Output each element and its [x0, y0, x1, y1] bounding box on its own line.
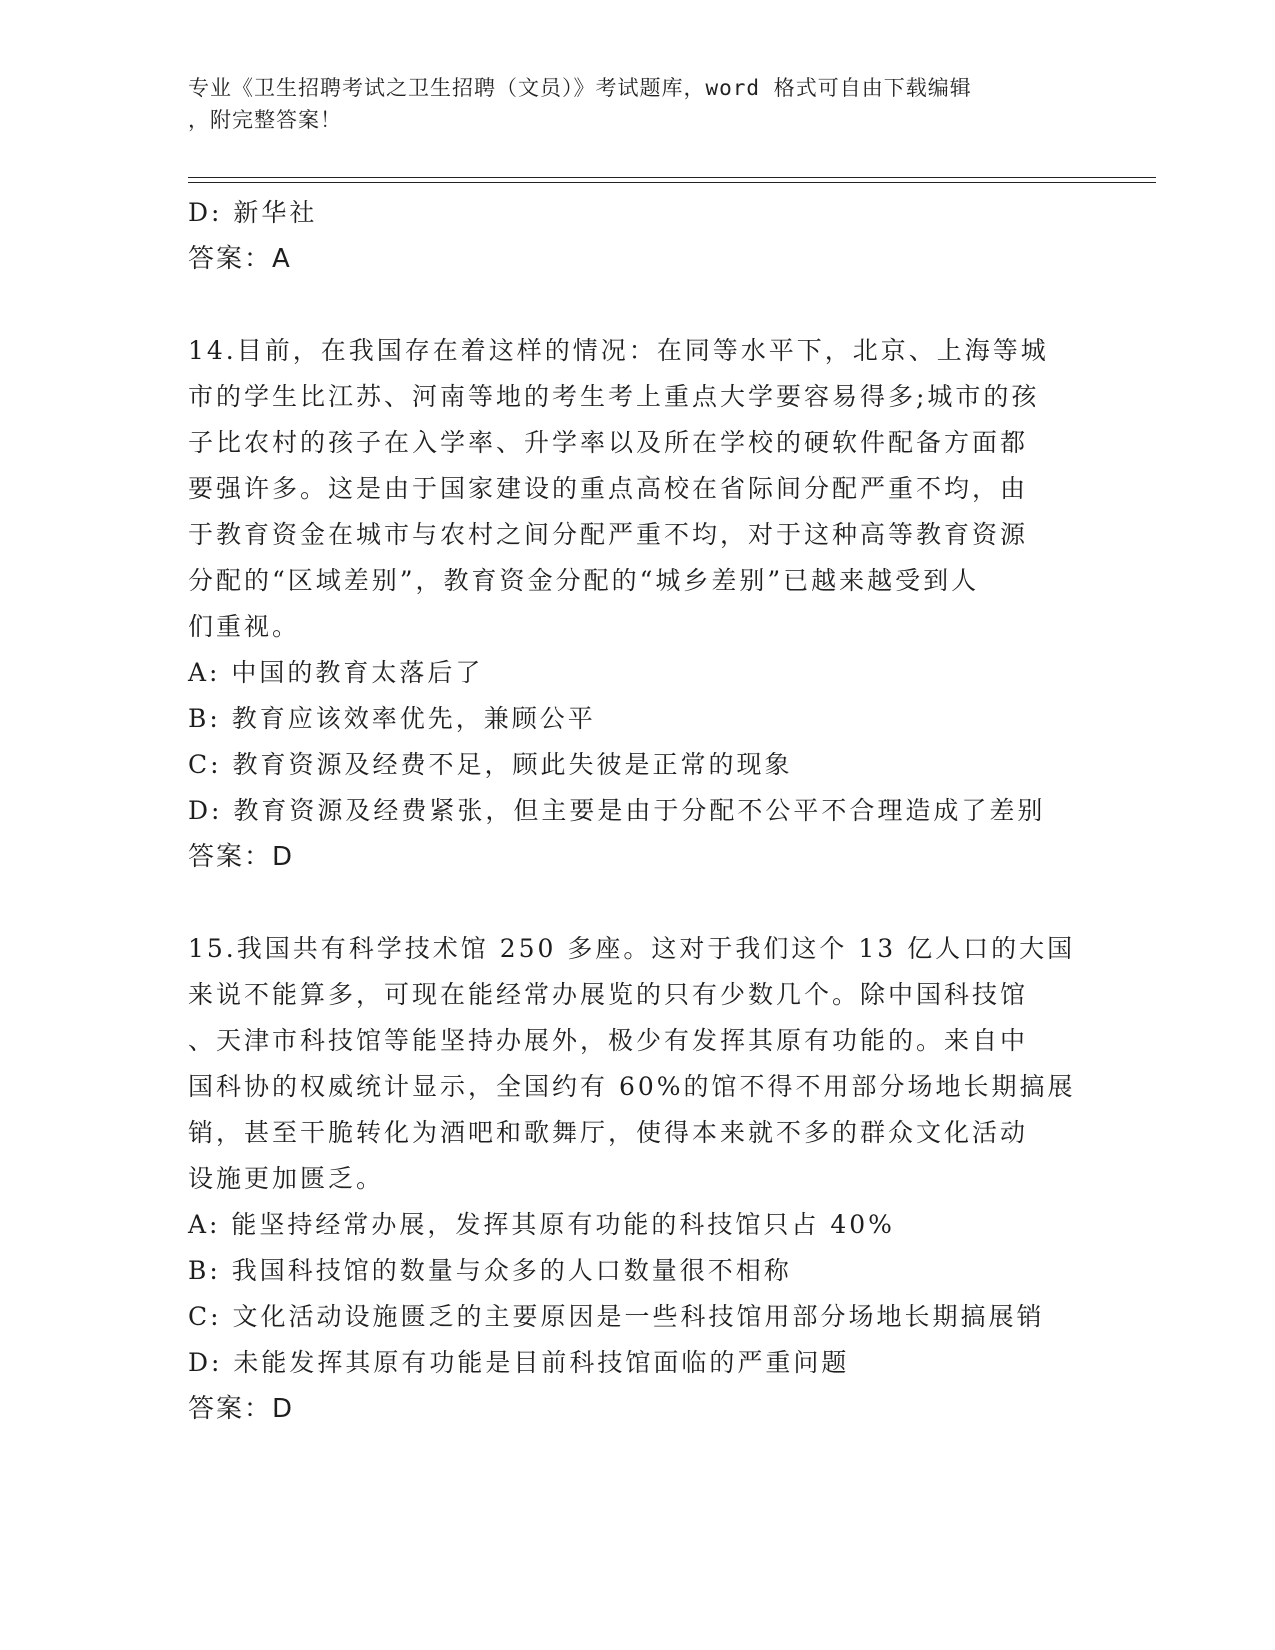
page-content — [188, 190, 1118, 1432]
page-header — [188, 72, 1088, 136]
stem-line: 、天津市科技馆等能坚持办展外，极少有发挥其原有功能的。来自中 — [188, 1026, 1029, 1055]
option-list — [188, 650, 1118, 834]
question-15 — [188, 926, 1118, 1432]
stem-line: 14.目前，在我国存在着这样的情况：在同等水平下，北京、上海等城 — [188, 336, 1049, 365]
stem-line: 子比农村的孩子在入学率、升学率以及所在学校的硬软件配备方面都 — [188, 428, 1029, 457]
answer-line: 答案：D — [188, 842, 295, 872]
stem-line: 设施更加匮乏。 — [188, 1164, 385, 1193]
option-c: C: 文化活动设施匮乏的主要原因是一些科技馆用部分场地长期搞展销 — [188, 1302, 1045, 1331]
spacer — [188, 880, 1118, 926]
option-d: D: 未能发挥其原有功能是目前科技馆面临的严重问题 — [188, 1348, 850, 1377]
answer-line: 答案：A — [188, 244, 292, 274]
option-b: B: 我国科技馆的数量与众多的人口数量很不相称 — [188, 1256, 792, 1285]
header-rule-top — [188, 177, 1156, 178]
stem-line: 分配的“区域差别”，教育资金分配的“城乡差别”已越来越受到人 — [188, 566, 980, 595]
option-list — [188, 1202, 1118, 1386]
spacer — [188, 282, 1118, 328]
header-line-2: ，附完整答案！ — [188, 108, 342, 132]
option-a: A: 中国的教育太落后了 — [188, 658, 484, 687]
prev-question-tail — [188, 190, 1118, 282]
stem-line: 销，甚至干脆转化为酒吧和歌舞厅，使得本来就不多的群众文化活动 — [188, 1118, 1029, 1147]
question-stem — [188, 926, 1118, 1202]
stem-line: 市的学生比江苏、河南等地的考生考上重点大学要容易得多;城市的孩 — [188, 382, 1040, 411]
stem-line: 于教育资金在城市与农村之间分配严重不均，对于这种高等教育资源 — [188, 520, 1029, 549]
header-line-1: 专业《卫生招聘考试之卫生招聘（文员）》考试题库，word 格式可自由下载编辑 — [188, 76, 972, 100]
stem-line: 来说不能算多，可现在能经常办展览的只有少数几个。除中国科技馆 — [188, 980, 1029, 1009]
stem-line: 们重视。 — [188, 612, 301, 641]
question-14 — [188, 328, 1118, 880]
stem-line: 国科协的权威统计显示，全国约有 60%的馆不得不用部分场地长期搞展 — [188, 1072, 1076, 1101]
option-d: D: 新华社 — [188, 198, 318, 227]
stem-line: 要强许多。这是由于国家建设的重点高校在省际间分配严重不均，由 — [188, 474, 1029, 503]
option-a: A: 能坚持经常办展，发挥其原有功能的科技馆只占 40% — [188, 1210, 895, 1239]
stem-line: 15.我国共有科学技术馆 250 多座。这对于我们这个 13 亿人口的大国 — [188, 934, 1076, 963]
answer-line: 答案：D — [188, 1394, 295, 1424]
option-c: C: 教育资源及经费不足，顾此失彼是正常的现象 — [188, 750, 793, 779]
option-d: D: 教育资源及经费紧张，但主要是由于分配不公平不合理造成了差别 — [188, 796, 1046, 825]
option-b: B: 教育应该效率优先，兼顾公平 — [188, 704, 596, 733]
question-stem — [188, 328, 1118, 650]
header-rule-bottom — [188, 182, 1156, 183]
